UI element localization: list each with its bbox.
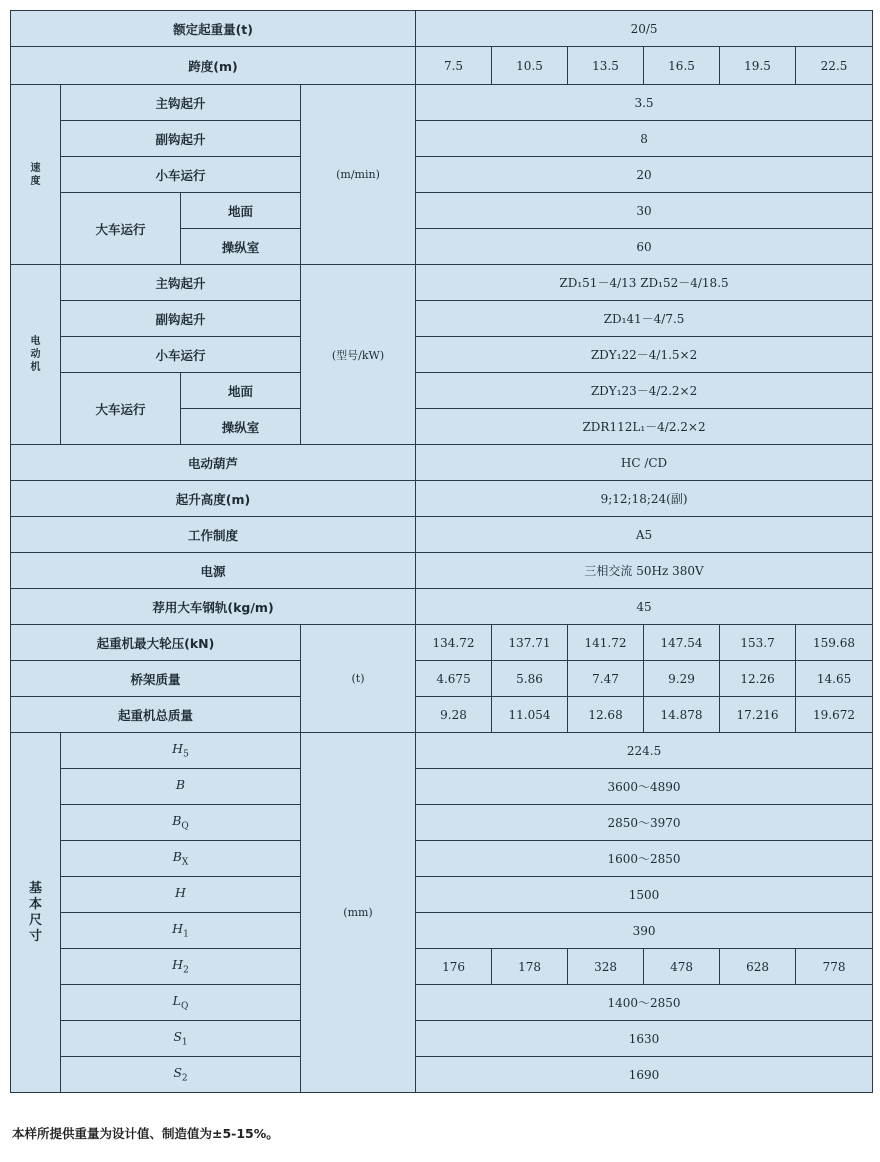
dims-group-label: 基 本 尺 寸 <box>11 733 61 1093</box>
motor-cab-value: ZDR112L₁－4/2.2×2 <box>416 409 873 445</box>
row-dim-bx <box>11 841 873 877</box>
motor-cab-label: 操纵室 <box>181 409 301 445</box>
mass-unit: (t) <box>301 625 416 733</box>
motor-ground-label: 地面 <box>181 373 301 409</box>
spec-sheet <box>10 10 872 1105</box>
rail-value: 45 <box>416 589 873 625</box>
dim-lq-symbol: $L_Q$ <box>61 985 301 1021</box>
row-motor-trolley <box>11 337 873 373</box>
row-dim-bq <box>11 805 873 841</box>
row-bridge-mass <box>11 661 873 697</box>
bridge-mass-value: 4.675 <box>416 661 492 697</box>
dim-s1-value: 1630 <box>416 1021 873 1057</box>
hoist-value: HC /CD <box>416 445 873 481</box>
total-mass-value: 11.054 <box>492 697 568 733</box>
span-value: 13.5 <box>568 47 644 85</box>
total-mass-value: 14.878 <box>644 697 720 733</box>
row-dim-h5 <box>11 733 873 769</box>
dim-h2-value: 176 <box>416 949 492 985</box>
dim-h-value: 1500 <box>416 877 873 913</box>
row-duty <box>11 517 873 553</box>
speed-cab-value: 60 <box>416 229 873 265</box>
speed-main-hoist-label: 主钩起升 <box>61 85 301 121</box>
speed-aux-hoist-value: 8 <box>416 121 873 157</box>
motor-trolley-label: 小车运行 <box>61 337 301 373</box>
dim-bq-symbol: $B_Q$ <box>61 805 301 841</box>
total-mass-value: 12.68 <box>568 697 644 733</box>
hoist-label: 电动葫芦 <box>11 445 416 481</box>
crane-spec-table <box>10 10 873 1093</box>
duty-value: A5 <box>416 517 873 553</box>
row-total-mass <box>11 697 873 733</box>
speed-ground-value: 30 <box>416 193 873 229</box>
power-value: 三相交流 50Hz 380V <box>416 553 873 589</box>
motor-trolley-value: ZDY₁22－4/1.5×2 <box>416 337 873 373</box>
footnote: 本样所提供重量为设计值、制造值为±5-15%。 <box>12 1126 279 1141</box>
row-span <box>11 47 873 85</box>
row-dim-b <box>11 769 873 805</box>
dim-h1-value: 390 <box>416 913 873 949</box>
speed-ground-label: 地面 <box>181 193 301 229</box>
capacity-label: 额定起重量(t) <box>11 11 416 47</box>
rail-label: 荐用大车钢轨(kg/m) <box>11 589 416 625</box>
row-dim-s1 <box>11 1021 873 1057</box>
dim-h1-symbol: $H_1$ <box>61 913 301 949</box>
bridge-mass-value: 9.29 <box>644 661 720 697</box>
span-value: 7.5 <box>416 47 492 85</box>
motor-main-hoist-label: 主钩起升 <box>61 265 301 301</box>
row-rail <box>11 589 873 625</box>
bridge-mass-label: 桥架质量 <box>11 661 301 697</box>
dim-h2-value: 328 <box>568 949 644 985</box>
speed-crane-travel-label: 大车运行 <box>61 193 181 265</box>
row-power <box>11 553 873 589</box>
lift-height-value: 9;12;18;24(副) <box>416 481 873 517</box>
row-wheel-load <box>11 625 873 661</box>
speed-main-hoist-value: 3.5 <box>416 85 873 121</box>
motor-group-label: 电 动 机 <box>11 265 61 445</box>
dim-h2-symbol: $H_2$ <box>61 949 301 985</box>
dim-b-symbol: B <box>61 769 301 805</box>
row-dim-h1 <box>11 913 873 949</box>
row-dim-h2 <box>11 949 873 985</box>
motor-aux-hoist-label: 副钩起升 <box>61 301 301 337</box>
motor-main-hoist-value: ZD₁51－4/13 ZD₁52－4/18.5 <box>416 265 873 301</box>
span-value: 22.5 <box>796 47 873 85</box>
span-label: 跨度(m) <box>11 47 416 85</box>
row-hoist <box>11 445 873 481</box>
span-value: 10.5 <box>492 47 568 85</box>
dim-h2-value: 478 <box>644 949 720 985</box>
row-motor-aux-hoist <box>11 301 873 337</box>
motor-ground-value: ZDY₁23－4/2.2×2 <box>416 373 873 409</box>
span-value: 19.5 <box>720 47 796 85</box>
dim-lq-value: 1400～2850 <box>416 985 873 1021</box>
speed-aux-hoist-label: 副钩起升 <box>61 121 301 157</box>
dim-h5-symbol: $H_5$ <box>61 733 301 769</box>
row-speed-main-hoist <box>11 85 873 121</box>
dim-bq-value: 2850～3970 <box>416 805 873 841</box>
dim-h2-value: 178 <box>492 949 568 985</box>
motor-aux-hoist-value: ZD₁41－4/7.5 <box>416 301 873 337</box>
wheel-load-value: 141.72 <box>568 625 644 661</box>
dim-bx-symbol: $B_X$ <box>61 841 301 877</box>
row-speed-ground <box>11 193 873 229</box>
dims-unit: (mm) <box>301 733 416 1093</box>
speed-group-label: 速 度 <box>11 85 61 265</box>
row-dim-h <box>11 877 873 913</box>
dim-h2-value: 628 <box>720 949 796 985</box>
total-mass-label: 起重机总质量 <box>11 697 301 733</box>
speed-trolley-value: 20 <box>416 157 873 193</box>
wheel-load-value: 147.54 <box>644 625 720 661</box>
row-dim-lq <box>11 985 873 1021</box>
row-speed-trolley <box>11 157 873 193</box>
dim-h-symbol: H <box>61 877 301 913</box>
lift-height-label: 起升高度(m) <box>11 481 416 517</box>
dim-s1-symbol: $S_1$ <box>61 1021 301 1057</box>
wheel-load-value: 153.7 <box>720 625 796 661</box>
duty-label: 工作制度 <box>11 517 416 553</box>
dim-s2-symbol: $S_2$ <box>61 1057 301 1093</box>
dim-s2-value: 1690 <box>416 1057 873 1093</box>
row-motor-main-hoist <box>11 265 873 301</box>
bridge-mass-value: 14.65 <box>796 661 873 697</box>
row-motor-ground <box>11 373 873 409</box>
total-mass-value: 19.672 <box>796 697 873 733</box>
dim-h5-value: 224.5 <box>416 733 873 769</box>
bridge-mass-value: 12.26 <box>720 661 796 697</box>
row-speed-aux-hoist <box>11 121 873 157</box>
speed-trolley-label: 小车运行 <box>61 157 301 193</box>
bridge-mass-value: 7.47 <box>568 661 644 697</box>
row-dim-s2 <box>11 1057 873 1093</box>
wheel-load-value: 134.72 <box>416 625 492 661</box>
speed-cab-label: 操纵室 <box>181 229 301 265</box>
span-value: 16.5 <box>644 47 720 85</box>
bridge-mass-value: 5.86 <box>492 661 568 697</box>
wheel-load-value: 137.71 <box>492 625 568 661</box>
power-label: 电源 <box>11 553 416 589</box>
row-capacity <box>11 11 873 47</box>
wheel-load-label: 起重机最大轮压(kN) <box>11 625 301 661</box>
motor-unit: (型号/kW) <box>301 265 416 445</box>
dim-bx-value: 1600～2850 <box>416 841 873 877</box>
speed-unit: (m/min) <box>301 85 416 265</box>
dim-b-value: 3600～4890 <box>416 769 873 805</box>
capacity-value: 20/5 <box>416 11 873 47</box>
total-mass-value: 9.28 <box>416 697 492 733</box>
total-mass-value: 17.216 <box>720 697 796 733</box>
wheel-load-value: 159.68 <box>796 625 873 661</box>
row-lift-height <box>11 481 873 517</box>
motor-crane-travel-label: 大车运行 <box>61 373 181 445</box>
dim-h2-value: 778 <box>796 949 873 985</box>
